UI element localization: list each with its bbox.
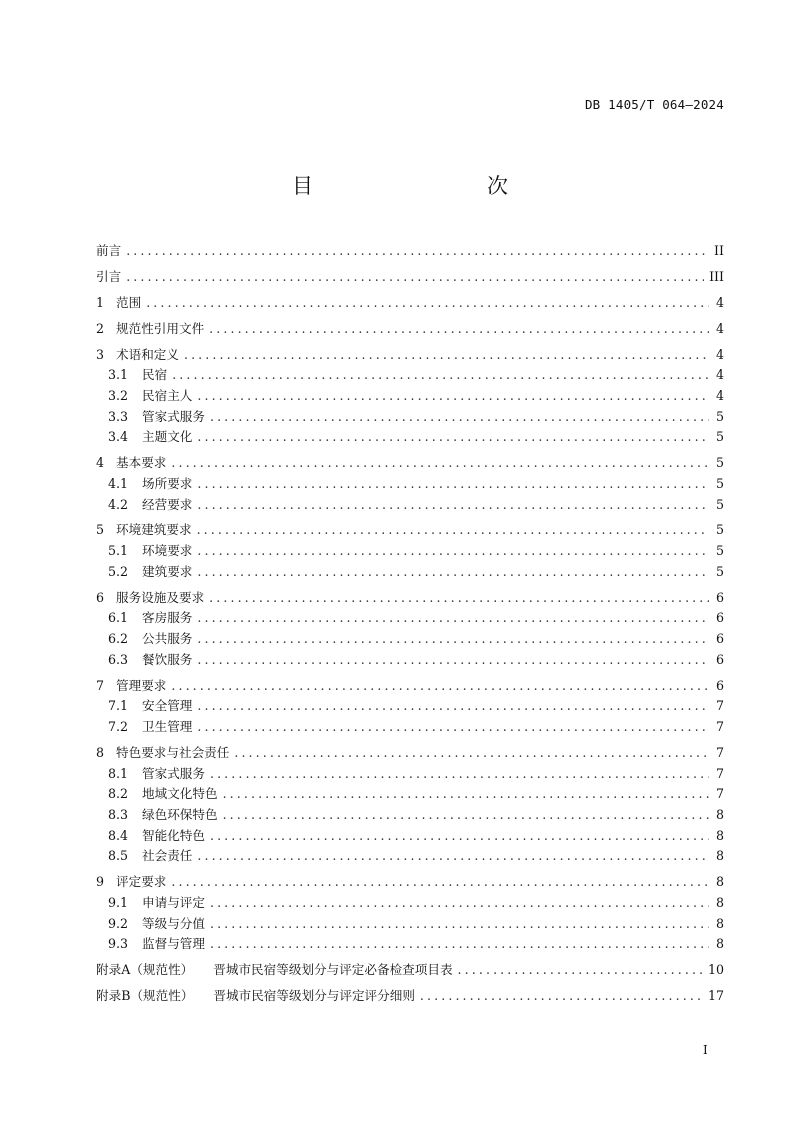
toc-entry-page: 8 xyxy=(715,915,724,931)
toc-entry-page: 6 xyxy=(715,631,724,646)
toc-entry[interactable] xyxy=(96,933,724,954)
toc-entry-label: 管家式服务 xyxy=(142,408,205,424)
toc-entry[interactable] xyxy=(96,494,724,515)
toc-entry-number: 9.2 xyxy=(108,915,129,931)
toc-entry-page: 4 xyxy=(715,346,724,362)
toc-entry-label: 评定要求 xyxy=(116,874,167,890)
toc-entry-label: 晋城市民宿等级划分与评定评分细则 xyxy=(213,987,415,1003)
toc-entry-label: 特色要求与社会责任 xyxy=(116,744,230,760)
toc-entry-page: 6 xyxy=(715,610,724,626)
toc-entry[interactable] xyxy=(96,742,724,763)
toc-dot-leader xyxy=(197,543,709,558)
toc-dot-leader xyxy=(210,828,709,843)
toc-entry-number: 4 xyxy=(96,455,105,471)
toc-entry-label: 服务设施及要求 xyxy=(116,589,205,605)
toc-dot-leader xyxy=(420,988,703,1003)
toc-entry-number: 3.4 xyxy=(108,429,129,445)
toc-entry[interactable] xyxy=(96,913,724,934)
toc-dot-leader xyxy=(197,848,709,863)
toc-dot-leader xyxy=(197,564,709,579)
toc-dot-leader xyxy=(197,719,709,734)
toc-entry-label: 客房服务 xyxy=(142,610,193,626)
toc-entry-number: 6.2 xyxy=(108,631,129,646)
toc-entry-label: 地域文化特色 xyxy=(142,786,218,802)
toc-entry-page: 5 xyxy=(715,496,724,512)
toc-entry-number: 8.4 xyxy=(108,827,129,843)
toc-entry-number: 9 xyxy=(96,874,105,890)
toc-entry[interactable] xyxy=(96,364,724,385)
toc-entry[interactable] xyxy=(96,318,724,339)
document-code: DB 1405/T 064—2024 xyxy=(584,97,724,112)
toc-dot-leader xyxy=(197,610,709,625)
toc-dot-leader xyxy=(184,347,709,362)
toc-entry-label: 规范性引用文件 xyxy=(116,320,205,336)
toc-entry-label: 前言 xyxy=(96,243,122,258)
toc-entry[interactable] xyxy=(96,695,724,716)
toc-entry-number: 9.3 xyxy=(108,936,129,952)
toc-entry-number: 7 xyxy=(96,677,105,693)
toc-entry[interactable] xyxy=(96,628,724,649)
toc-entry-label: 基本要求 xyxy=(116,455,167,471)
toc-entry-number: 附录B（规范性） xyxy=(96,987,194,1003)
toc-entry-page: 10 xyxy=(707,962,724,978)
toc-entry-number: 8.2 xyxy=(108,786,129,802)
toc-dot-leader xyxy=(126,269,704,284)
toc-entry-number: 5.1 xyxy=(108,543,129,559)
toc-dot-leader xyxy=(146,295,709,310)
toc-entry-label: 民宿 xyxy=(142,367,168,383)
toc-entry-number: 3.3 xyxy=(108,408,129,424)
toc-entry-page: 4 xyxy=(715,294,724,310)
toc-entry[interactable] xyxy=(96,845,724,866)
toc-entry-label: 经营要求 xyxy=(142,496,193,512)
toc-entry-label: 民宿主人 xyxy=(142,387,193,403)
toc-entry-label: 申请与评定 xyxy=(142,894,205,910)
toc-entry-number: 3.2 xyxy=(108,387,129,403)
toc-entry-label: 晋城市民宿等级划分与评定必备检查项目表 xyxy=(213,962,453,978)
toc-dot-leader xyxy=(197,497,709,512)
toc-entry[interactable] xyxy=(96,426,724,447)
toc-entry-label: 引言 xyxy=(96,268,122,284)
toc-entry[interactable] xyxy=(96,240,724,261)
toc-entry[interactable] xyxy=(96,804,724,825)
toc-entry-label: 社会责任 xyxy=(142,848,193,864)
toc-entry[interactable] xyxy=(96,587,724,608)
toc-dot-leader xyxy=(197,652,709,667)
toc-dot-leader xyxy=(171,874,709,889)
toc-entry[interactable] xyxy=(96,473,724,494)
toc-entry[interactable] xyxy=(96,266,724,287)
toc-entry-label: 管家式服务 xyxy=(142,765,205,781)
toc-entry-number: 5.2 xyxy=(108,563,129,579)
toc-dot-leader xyxy=(171,455,709,470)
toc-entry-label: 场所要求 xyxy=(142,475,193,491)
toc-entry-page: 5 xyxy=(715,429,724,445)
table-of-contents xyxy=(96,240,724,1006)
toc-entry-number: 8.1 xyxy=(108,765,129,781)
toc-dot-leader xyxy=(197,476,709,491)
toc-dot-leader xyxy=(197,698,709,713)
toc-entry-page: 6 xyxy=(715,677,724,693)
toc-entry-number: 1 xyxy=(96,294,105,310)
toc-entry-number: 8 xyxy=(96,744,105,760)
toc-entry-number: 3 xyxy=(96,346,105,362)
toc-entry-label: 餐饮服务 xyxy=(142,651,193,667)
toc-entry-page: 4 xyxy=(715,320,724,336)
toc-entry-label: 建筑要求 xyxy=(142,563,193,579)
toc-entry-page: 8 xyxy=(715,848,724,864)
toc-entry[interactable] xyxy=(96,985,724,1006)
toc-entry-page: 17 xyxy=(707,987,724,1003)
toc-entry-page: 8 xyxy=(715,936,724,952)
toc-entry-page: 8 xyxy=(715,827,724,843)
toc-entry-number: 5 xyxy=(96,522,105,538)
toc-entry-label: 环境要求 xyxy=(142,543,193,559)
toc-entry-page: 5 xyxy=(715,543,724,559)
toc-dot-leader xyxy=(210,895,709,910)
toc-dot-leader xyxy=(223,786,709,801)
toc-dot-leader xyxy=(209,590,709,605)
toc-entry-label: 环境建筑要求 xyxy=(116,522,192,538)
toc-entry-label: 主题文化 xyxy=(142,429,193,445)
toc-entry[interactable] xyxy=(96,561,724,582)
toc-entry[interactable] xyxy=(96,519,724,540)
toc-entry-label: 公共服务 xyxy=(142,631,193,646)
toc-entry[interactable] xyxy=(96,763,724,784)
toc-entry-page: 4 xyxy=(715,387,724,403)
toc-entry[interactable] xyxy=(96,871,724,892)
toc-entry-page: III xyxy=(709,268,724,284)
toc-entry[interactable] xyxy=(96,607,724,628)
toc-entry[interactable] xyxy=(96,959,724,980)
toc-entry-page: 8 xyxy=(715,874,724,890)
toc-entry-number: 4.1 xyxy=(108,475,129,491)
toc-dot-leader xyxy=(197,388,709,403)
toc-dot-leader xyxy=(172,367,709,382)
toc-entry-page: 7 xyxy=(715,718,724,734)
toc-dot-leader xyxy=(223,807,709,822)
toc-dot-leader xyxy=(126,243,709,258)
toc-entry[interactable] xyxy=(96,783,724,804)
toc-entry-page: 8 xyxy=(715,894,724,910)
toc-entry-number: 2 xyxy=(96,320,105,336)
toc-entry-label: 术语和定义 xyxy=(116,346,179,362)
toc-entry-label: 智能化特色 xyxy=(142,827,205,843)
toc-entry[interactable] xyxy=(96,385,724,406)
toc-entry-page: 4 xyxy=(715,367,724,383)
toc-entry[interactable] xyxy=(96,892,724,913)
toc-entry-page: 6 xyxy=(715,651,724,667)
toc-dot-leader xyxy=(234,745,709,760)
toc-entry-page: 8 xyxy=(715,806,724,822)
toc-entry-number: 8.5 xyxy=(108,848,129,864)
toc-dot-leader xyxy=(197,631,709,646)
toc-entry[interactable] xyxy=(96,344,724,365)
toc-entry-label: 监督与管理 xyxy=(142,936,205,952)
toc-entry-label: 卫生管理 xyxy=(142,718,193,734)
toc-entry-page: II xyxy=(714,243,724,258)
toc-entry[interactable] xyxy=(96,825,724,846)
toc-entry-page: 5 xyxy=(715,522,724,538)
toc-entry-page: 7 xyxy=(715,786,724,802)
toc-dot-leader xyxy=(171,678,709,693)
toc-entry-page: 7 xyxy=(715,744,724,760)
toc-entry-number: 3.1 xyxy=(108,367,129,383)
toc-dot-leader xyxy=(209,321,709,336)
toc-dot-leader xyxy=(197,522,709,537)
toc-entry-label: 安全管理 xyxy=(142,698,193,714)
toc-entry[interactable] xyxy=(96,716,724,737)
toc-entry[interactable] xyxy=(96,452,724,473)
toc-entry-number: 6.1 xyxy=(108,610,129,626)
toc-entry-number: 6.3 xyxy=(108,651,129,667)
toc-entry-number: 4.2 xyxy=(108,496,129,512)
toc-entry[interactable] xyxy=(96,649,724,670)
toc-entry[interactable] xyxy=(96,540,724,561)
toc-entry-label: 等级与分值 xyxy=(142,915,205,931)
toc-dot-leader xyxy=(210,409,709,424)
toc-entry[interactable] xyxy=(96,675,724,696)
toc-dot-leader xyxy=(197,429,709,444)
toc-dot-leader xyxy=(210,766,709,781)
toc-entry-page: 7 xyxy=(715,765,724,781)
toc-entry-number: 7.2 xyxy=(108,718,129,734)
toc-entry-number: 附录A（规范性） xyxy=(96,962,194,978)
toc-entry[interactable] xyxy=(96,406,724,427)
toc-entry-page: 5 xyxy=(715,475,724,491)
toc-dot-leader xyxy=(458,962,703,977)
toc-entry-label: 范围 xyxy=(116,294,142,310)
toc-entry-number: 9.1 xyxy=(108,894,129,910)
page-title: 目 次 xyxy=(292,174,552,198)
toc-entry-page: 5 xyxy=(715,563,724,579)
toc-dot-leader xyxy=(210,936,709,951)
toc-entry-label: 绿色环保特色 xyxy=(142,806,218,822)
toc-entry-label: 管理要求 xyxy=(116,677,167,693)
toc-dot-leader xyxy=(210,916,709,931)
toc-entry[interactable] xyxy=(96,292,724,313)
toc-entry-number: 8.3 xyxy=(108,806,129,822)
toc-entry-page: 7 xyxy=(715,698,724,714)
toc-entry-number: 7.1 xyxy=(108,698,129,714)
toc-entry-page: 5 xyxy=(715,455,724,471)
page-number: I xyxy=(703,1043,708,1057)
toc-entry-page: 5 xyxy=(715,408,724,424)
toc-entry-number: 6 xyxy=(96,589,105,605)
toc-entry-page: 6 xyxy=(715,589,724,605)
